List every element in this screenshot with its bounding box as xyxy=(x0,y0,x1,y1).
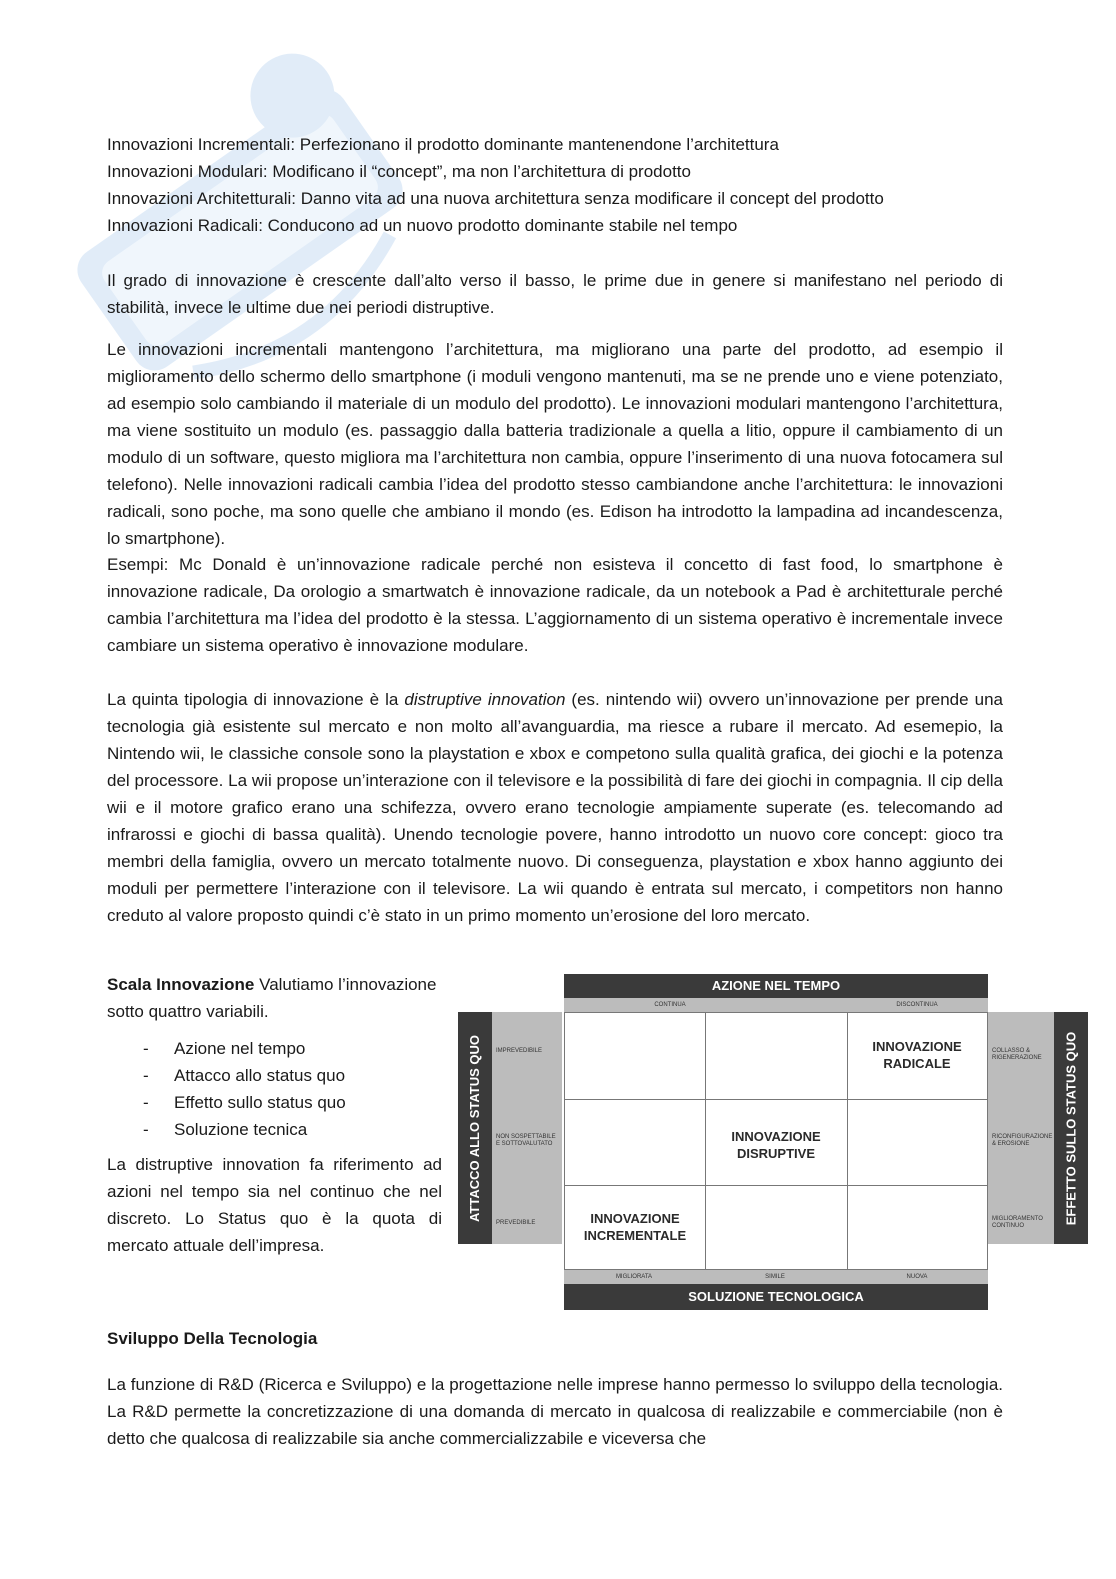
definition-term: Innovazioni Architetturali: xyxy=(107,189,296,208)
matrix-right-label: COLLASSO & RIGENERAZIONE xyxy=(992,1048,1042,1061)
definition-line xyxy=(107,158,1003,185)
grid-divider xyxy=(565,1099,987,1100)
innovation-matrix xyxy=(458,974,1088,1310)
matrix-right-title xyxy=(1054,1012,1088,1244)
definition-term: Innovazioni Modulari: xyxy=(107,162,268,181)
cell-innovazione-radicale: INNOVAZIONE RADICALE xyxy=(872,1039,962,1071)
matrix-left-title xyxy=(458,1012,492,1244)
matrix-left-title-text: ATTACCO ALLO STATUS QUO xyxy=(467,1034,483,1222)
matrix-top-label: CONTINUA xyxy=(654,1002,686,1008)
matrix-bottom-label: SIMILE xyxy=(765,1274,785,1280)
definition-term: Innovazioni Radicali: xyxy=(107,216,263,235)
scala-intro xyxy=(107,971,442,1025)
paragraph-incrementali: Le innovazioni incrementali mantengono l’architettura, ma migliorano una parte del prodotto, ad esempio il miglioramento dello schermo dello smartphone (i moduli vengono mantenuti, ma se ne prende uno e viene potenziato, ad esempio solo cambiando il materiale di un modulo del prodotto). Le innovazioni modulari mantengono l’architettura, ma viene sostituito un modulo (es. passaggio dalla batteria tradizionale a quella a litio, oppure il cambiamento di un modulo di un software, questo migliora ma l’architettura non cambia, oppure l’inserimento di una nuova fotocamera sul telefono). Nelle innovazioni radicali cambia l’idea del prodotto stesso cambiandone anche l’architettura: le innovazioni radicali, sono poche, ma sono quelle che ambiano il mondo (es. Edison ha introdotto la lampadina ad incandescenza, lo smartphone). xyxy=(107,340,1003,548)
matrix-left-strip xyxy=(492,1012,562,1244)
definition-text: Perfezionano il prodotto dominante mantenendone l’architettura xyxy=(295,135,779,154)
matrix-top-strip xyxy=(564,998,988,1012)
cell-innovazione-disruptive: INNOVAZIONE DISRUPTIVE xyxy=(731,1129,821,1161)
definition-text: Danno vita ad una nuova architettura senza modificare il concept del prodotto xyxy=(296,189,884,208)
grid-divider xyxy=(565,1185,987,1186)
definition-text: Conducono ad un nuovo prodotto dominante stabile nel tempo xyxy=(262,216,738,235)
list-item: - Attacco allo status quo xyxy=(107,1062,442,1089)
scala-section xyxy=(107,971,442,1259)
section-heading: Sviluppo Della Tecnologia xyxy=(107,1329,318,1348)
matrix-bottom-strip xyxy=(564,1270,988,1284)
definition-line xyxy=(107,185,1003,212)
matrix-right-strip xyxy=(988,1012,1054,1244)
paragraph-sviluppo: La funzione di R&D (Ricerca e Sviluppo) e la progettazione nelle imprese hanno permesso lo sviluppo della tecnologia. La R&D permette la concretizzazione di una domanda di mercato in qualcosa di realizzabile e commerciabile (non è detto che qualcosa di realizzabile sia anche commercializzabile e viceversa che xyxy=(107,1375,1003,1448)
matrix-left-label: NON SOSPETTABILE E SOTTOVALUTATO xyxy=(496,1134,556,1147)
matrix-left-label: PREVEDIBILE xyxy=(496,1220,536,1226)
quinta-text-start: La quinta tipologia di innovazione è la xyxy=(107,690,405,709)
matrix-top-title: AZIONE NEL TEMPO xyxy=(564,974,988,998)
matrix-right-title-text: EFFETTO SULLO STATUS QUO xyxy=(1063,1031,1079,1225)
paragraph-grado: Il grado di innovazione è crescente dall’alto verso il basso, le prime due in genere si manifestano nel periodo di stabilità, invece le ultime due nei periodi distruptive. xyxy=(107,271,1003,317)
scala-title: Scala Innovazione xyxy=(107,975,255,994)
matrix-bottom-label: NUOVA xyxy=(906,1274,928,1280)
definition-text: Modificano il “concept”, ma non l’architettura di prodotto xyxy=(267,162,691,181)
quinta-italic-term: distruptive innovation xyxy=(404,690,566,709)
matrix-right-label: MIGLIORAMENTO CONTINUO xyxy=(992,1216,1043,1229)
cell-innovazione-incrementale: INNOVAZIONE INCREMENTALE xyxy=(583,1211,687,1243)
quinta-text-end: (es. nintendo wii) ovvero un’innovazione per prende una tecnologia già esistente sul mercato e non molto all’avanguardia, ma riesce a rubare il mercato. Ad esemepio, la Nintendo wii, le classiche console sono la playstation e xbox e competono sulla qualità grafica, dei giochi e la potenza del processore. La wii propose un’interazione con il televisore e la possibilità di fare dei giochi in compagnia. Il cip della wii e il motore grafico erano una schifezza, ovvero erano tecnologie ampiamente superate (es. telecomando ad infrarossi e giochi di bassa qualità). Unendo tecnologie povere, hanno introdotto un nuovo core concept: gioco tra membri della famiglia, ovvero un mercato totalmente nuovo. Di conseguenza, playstation e xbox hanno aggiunto dei moduli per permettere l’interazione con il televisore. La wii quando è entrata sul mercato, i competitors non hanno creduto al valore proposto quindi c’è stato in un primo momento un’erosione del loro mercato. xyxy=(107,690,1003,925)
paragraph-esempi: Esempi: Mc Donald è un’innovazione radicale perché non esisteva il concetto di fast food, lo smartphone è innovazione radicale, Da orologio a smartwatch è innovazione radicale, da un notebook a Pad è architetturale perché cambia l’architettura ma l’idea del prodotto è la stessa. L’aggiornamento di un sistema operativo è incrementale invece cambiare un sistema operativo è innovazione modulare. xyxy=(107,555,1003,655)
matrix-top-label: DISCONTINUA xyxy=(896,1002,938,1008)
scala-intro-text: Valutiamo l’innovazione sotto quattro variabili. xyxy=(107,975,437,1021)
matrix-bottom-title: SOLUZIONE TECNOLOGICA xyxy=(564,1284,988,1310)
definition-line xyxy=(107,131,1003,158)
matrix-bottom-label: MIGLIORATA xyxy=(615,1274,653,1280)
matrix-grid xyxy=(564,1012,988,1270)
list-item: - Azione nel tempo xyxy=(107,1035,442,1062)
scala-list xyxy=(107,1035,442,1143)
scala-note: La distruptive innovation fa riferimento ad azioni nel tempo sia nel continuo che nel discreto. Lo Status quo è la quota di mercato attuale dell’impresa. xyxy=(107,1155,442,1255)
matrix-right-label: RICONFIGURAZIONE & EROSIONE xyxy=(992,1134,1053,1147)
definition-line xyxy=(107,212,1003,239)
list-item: - Effetto sullo status quo xyxy=(107,1089,442,1116)
definition-term: Innovazioni Incrementali: xyxy=(107,135,296,154)
paragraph-quinta xyxy=(107,686,1003,929)
list-item: - Soluzione tecnica xyxy=(107,1116,442,1143)
definitions-list xyxy=(107,131,1003,239)
matrix-left-label: IMPREVEDIBILE xyxy=(496,1048,543,1054)
